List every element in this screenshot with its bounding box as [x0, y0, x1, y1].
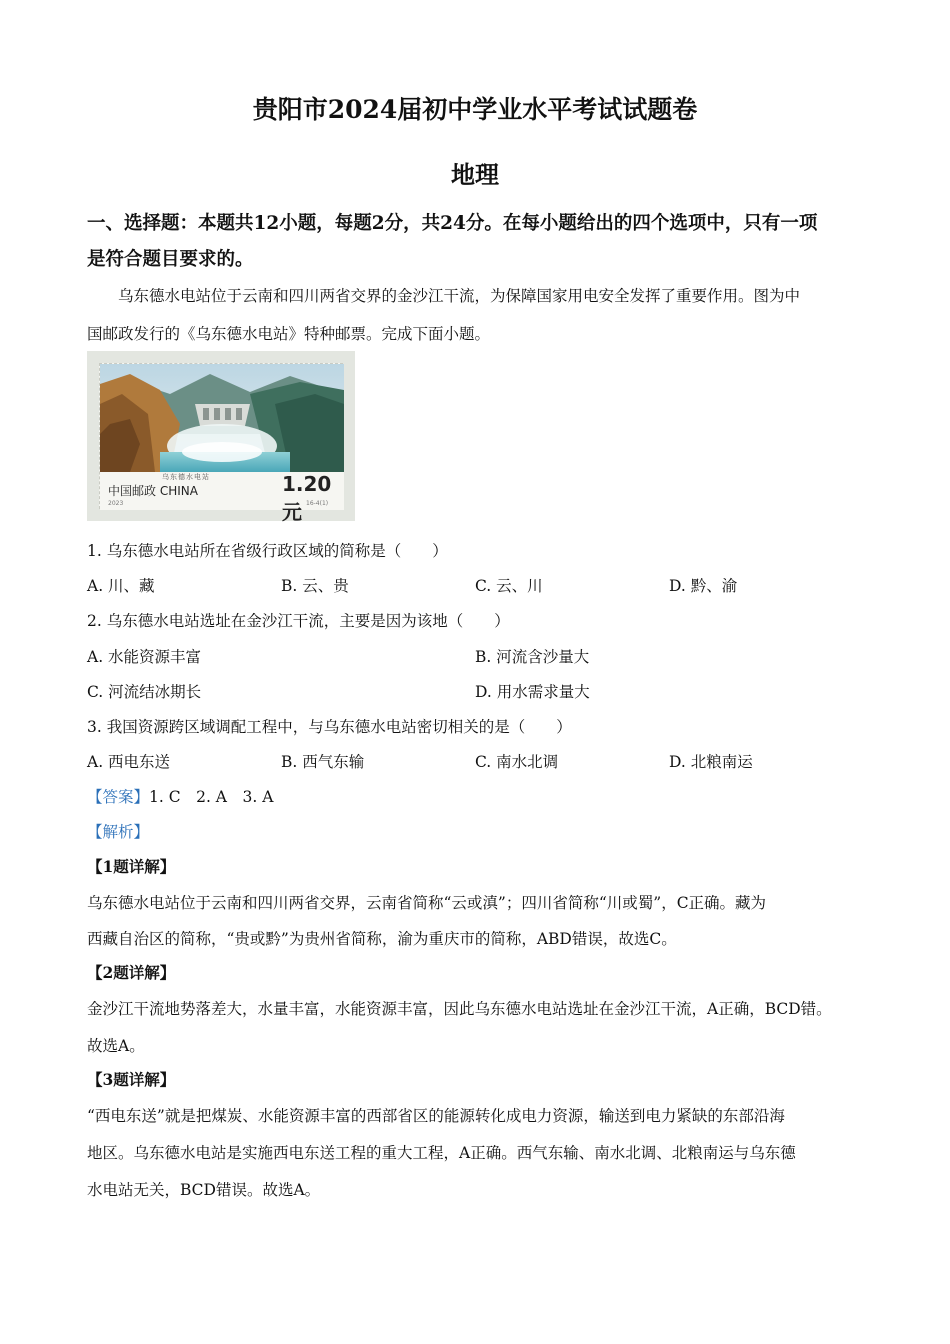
- stamp-issuer: 中国邮政 CHINA: [108, 484, 198, 498]
- question-1-option-d: D. 黔、渝: [669, 577, 738, 595]
- detail-1-line1: 乌东德水电站位于云南和四川两省交界，云南省简称“云或滇”；四川省简称“川或蜀”，C正确。藏为: [87, 894, 767, 912]
- section-heading-line1: 一、选择题：本题共12小题，每题2分，共24分。在每小题给出的四个选项中，只有一项: [87, 213, 818, 234]
- answer-line: [87, 785, 273, 807]
- question-2-option-d: D. 用水需求量大: [475, 683, 590, 701]
- analysis-label: 【解析】: [87, 823, 150, 841]
- question-1-option-c: C. 云、川: [475, 577, 543, 595]
- detail-3-label: 【3题详解】: [87, 1070, 176, 1089]
- detail-2-line1: 金沙江干流地势落差大，水量丰富，水能资源丰富，因此乌东德水电站选址在金沙江干流，A正确，BCD错。: [87, 1000, 832, 1018]
- question-2-option-a: A. 水能资源丰富: [87, 648, 202, 666]
- question-1-option-b: B. 云、贵: [281, 577, 349, 595]
- detail-3-line3: 水电站无关，BCD错误。故选A。: [87, 1181, 321, 1199]
- answer-text: 1. C 2. A 3. A: [149, 788, 274, 806]
- stamp-code: 16-4(1): [306, 500, 329, 507]
- detail-2-line2: 故选A。: [87, 1037, 145, 1055]
- question-3-option-a: A. 西电东送: [87, 753, 171, 771]
- section-heading-line2: 是符合题目要求的。: [87, 249, 254, 270]
- question-2-option-b: B. 河流含沙量大: [475, 648, 590, 666]
- question-3-stem: 3. 我国资源跨区域调配工程中，与乌东德水电站密切相关的是（ ）: [87, 718, 572, 736]
- subject-title: 地理: [451, 160, 499, 189]
- question-3-option-b: B. 西气东输: [281, 753, 365, 771]
- question-3-option-d: D. 北粮南运: [669, 753, 753, 771]
- detail-3-line1: “西电东送”就是把煤炭、水能资源丰富的西部省区的能源转化成电力资源，输送到电力紧缺的东部沿海: [87, 1107, 785, 1125]
- exam-title: 贵阳市2024届初中学业水平考试试题卷: [252, 95, 698, 124]
- intro-line2: 国邮政发行的《乌东德水电站》特种邮票。完成下面小题。: [87, 325, 491, 343]
- question-1-option-a: A. 川、藏: [87, 577, 155, 595]
- stamp-image: [87, 351, 355, 524]
- question-2-option-c: C. 河流结冰期长: [87, 683, 202, 701]
- detail-3-line2: 地区。乌东德水电站是实施西电东送工程的重大工程，A正确。西气东输、南水北调、北粮南运与乌东德: [87, 1144, 796, 1162]
- question-3-option-c: C. 南水北调: [475, 753, 559, 771]
- stamp-value: 1.20元: [282, 472, 332, 524]
- stamp-frame: [99, 363, 343, 524]
- detail-1-line2: 西藏自治区的简称，“贵或黔”为贵州省简称，渝为重庆市的简称，ABD错误，故选C。: [87, 930, 677, 948]
- detail-2-label: 【2题详解】: [87, 963, 176, 982]
- stamp-year: 2023: [108, 500, 124, 507]
- question-2-stem: 2. 乌东德水电站选址在金沙江干流，主要是因为该地（ ）: [87, 612, 510, 630]
- answer-label: 【答案】: [87, 788, 150, 806]
- detail-1-label: 【1题详解】: [87, 857, 176, 876]
- intro-line1: 乌东德水电站位于云南和四川两省交界的金沙江干流，为保障国家用电安全发挥了重要作用。图为中: [118, 287, 801, 305]
- stamp-caption: 乌东德水电站: [162, 473, 210, 481]
- question-1-stem: 1. 乌东德水电站所在省级行政区域的简称是（ ）: [87, 542, 448, 560]
